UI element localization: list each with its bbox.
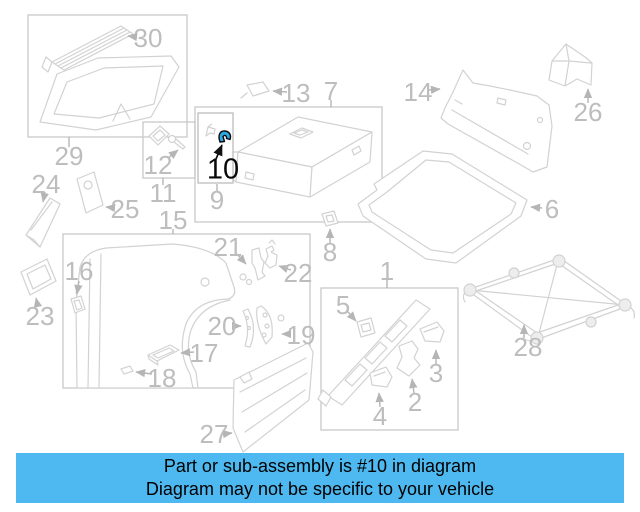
- part-label-21[interactable]: 21: [213, 232, 243, 262]
- part-label-23[interactable]: 23: [25, 301, 55, 331]
- part-label-5[interactable]: 5: [335, 290, 351, 320]
- part-label-8[interactable]: 8: [322, 237, 338, 267]
- part-label-29[interactable]: 29: [54, 141, 84, 171]
- part-label-20[interactable]: 20: [207, 311, 237, 341]
- part-label-16[interactable]: 16: [64, 256, 94, 286]
- part-label-2[interactable]: 2: [407, 387, 423, 417]
- part-label-25[interactable]: 25: [110, 194, 140, 224]
- banner-line-2: Diagram may not be specific to your vehicle: [145, 479, 495, 499]
- part-label-13[interactable]: 13: [281, 78, 311, 108]
- part-label-28[interactable]: 28: [513, 332, 543, 362]
- part-label-11[interactable]: 11: [149, 178, 177, 208]
- banner-line-1: Part or sub-assembly is #10 in diagram: [163, 456, 477, 476]
- part-label-6[interactable]: 6: [544, 194, 560, 224]
- part-label-26[interactable]: 26: [573, 97, 603, 127]
- part-label-17[interactable]: 17: [189, 338, 219, 368]
- part-label-10[interactable]: 10: [206, 153, 240, 186]
- part-label-15[interactable]: 15: [158, 205, 188, 235]
- part-label-14[interactable]: 14: [403, 77, 433, 107]
- part-label-19[interactable]: 19: [286, 320, 316, 350]
- part-label-22[interactable]: 22: [283, 258, 313, 288]
- part-label-12[interactable]: 12: [143, 150, 173, 180]
- part-label-27[interactable]: 27: [199, 419, 229, 449]
- part-label-18[interactable]: 18: [147, 363, 177, 393]
- part-label-24[interactable]: 24: [31, 169, 61, 199]
- result-banner: [16, 453, 624, 503]
- part-label-9[interactable]: 9: [209, 185, 225, 215]
- part-label-3[interactable]: 3: [428, 358, 444, 388]
- part-label-4[interactable]: 4: [372, 401, 388, 431]
- part-label-30[interactable]: 30: [133, 23, 163, 53]
- part-label-7[interactable]: 7: [323, 76, 339, 106]
- part-label-1[interactable]: 1: [379, 256, 395, 286]
